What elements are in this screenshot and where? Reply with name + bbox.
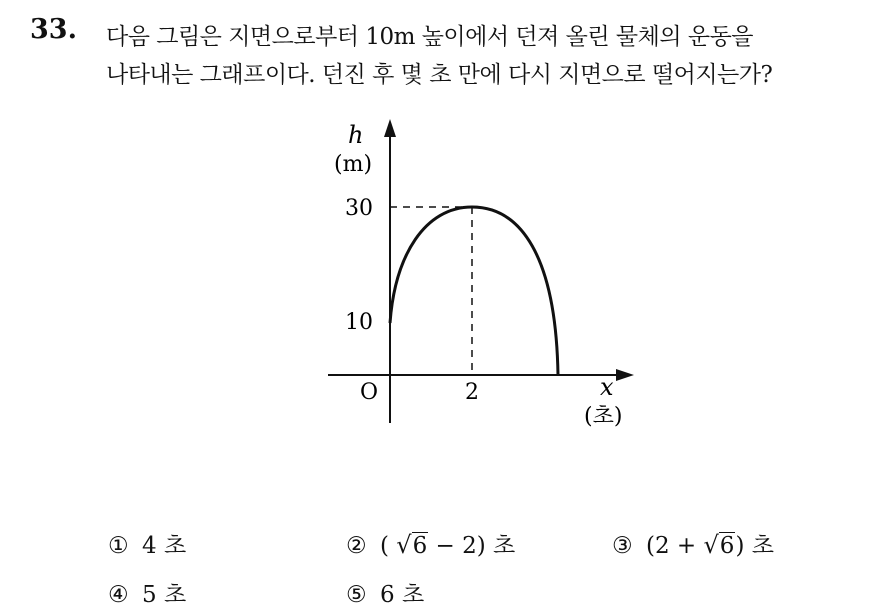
y-tick-10: 10 [345, 310, 373, 335]
choice-5-marker: ⑤ [346, 582, 367, 608]
x-axis-label: x [600, 373, 614, 401]
choice-1[interactable] [108, 527, 186, 560]
choice-3-pre: (2 + [646, 533, 704, 559]
choice-2-sqrt: √6 [396, 531, 428, 559]
choice-4-marker: ④ [108, 582, 129, 608]
height-time-graph [300, 105, 640, 435]
choice-2[interactable] [346, 527, 515, 560]
choice-4[interactable] [108, 576, 186, 609]
y-axis-label: h [348, 121, 364, 149]
question-text-line-1: 다음 그림은 지면으로부터 10m 높이에서 던져 올린 물체의 운동을 [106, 24, 754, 50]
question-number: 33. [30, 14, 77, 45]
choice-2-pre: ( [380, 533, 397, 559]
choice-3-sqrt: √6 [703, 531, 735, 559]
y-tick-30: 30 [345, 196, 373, 221]
question-text-line-2: 나타내는 그래프이다. 던진 후 몇 초 만에 다시 지면으로 떨어지는가? [106, 62, 773, 88]
origin-label: O [360, 380, 379, 405]
y-axis-arrow [384, 119, 396, 137]
choice-3-marker: ③ [612, 533, 633, 559]
choice-2-post: − 2) 초 [428, 533, 516, 559]
choice-1-marker: ① [108, 533, 129, 559]
choice-5-text: 6 초 [380, 582, 425, 608]
trajectory-curve [390, 207, 558, 375]
choice-3-post: ) 초 [735, 533, 774, 559]
choice-2-sqrt-arg: 6 [412, 533, 428, 559]
choice-3[interactable] [612, 527, 774, 560]
choice-1-text: 4 초 [142, 533, 187, 559]
choice-5[interactable] [346, 576, 424, 609]
choice-3-sqrt-arg: 6 [719, 533, 735, 559]
x-axis-unit: (초) [584, 404, 623, 429]
y-axis-unit: (m) [334, 152, 373, 177]
choice-2-marker: ② [346, 533, 367, 559]
x-axis-arrow [616, 369, 634, 381]
x-tick-2: 2 [465, 380, 479, 405]
choice-4-text: 5 초 [142, 582, 187, 608]
